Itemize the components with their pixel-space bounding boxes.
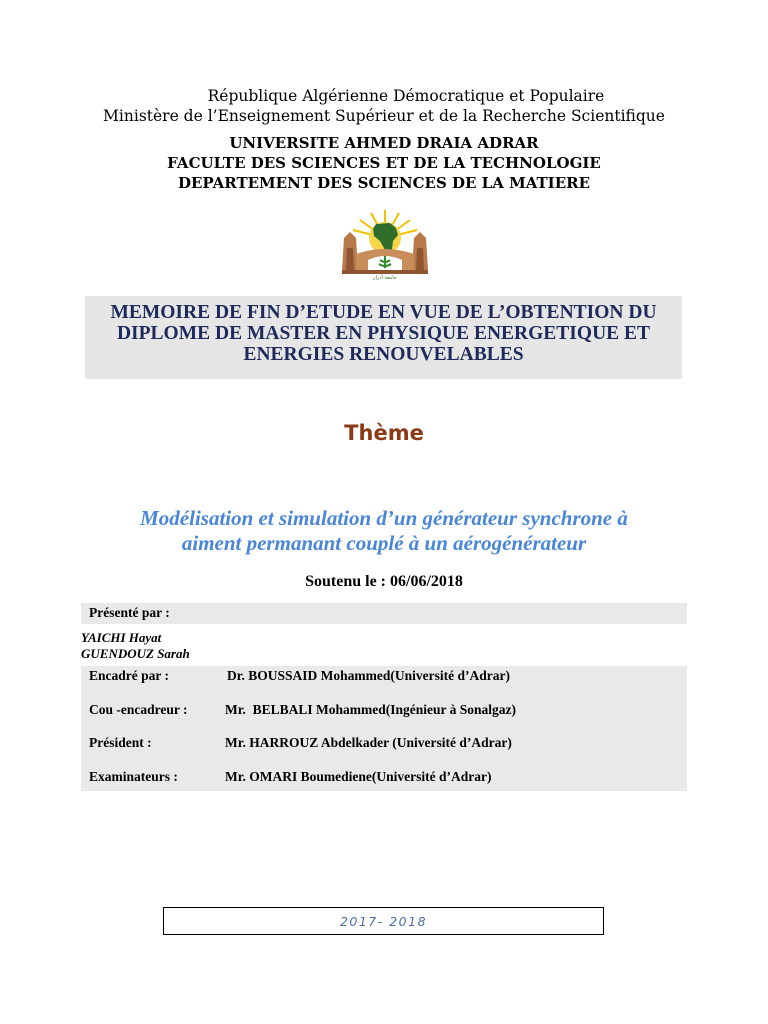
jury-role-supervisor: Encadré par : [89,668,169,683]
student-name-2: GUENDOUZ Sarah [81,646,190,661]
memoire-line-1: MEMOIRE DE FIN D’ETUDE EN VUE DE L’OBTENTION DU [110,302,657,323]
university-heading: UNIVERSITE AHMED DRAIA ADRAR [229,134,539,152]
memoire-title [85,302,682,365]
presented-by-label: Présenté par : [89,605,170,620]
jury-role-examiners: Examinateurs : [89,769,178,784]
defense-date: Soutenu le : 06/06/2018 [305,573,463,590]
jury-person-examiners: Mr. OMARI Boumediene(Université d’Adrar) [225,769,492,784]
memoire-line-3: ENERGIES RENOUVELABLES [243,344,524,365]
memoire-line-2: DIPLOME DE MASTER EN PHYSIQUE ENERGETIQUE ET [116,323,651,344]
university-logo-icon [338,208,432,280]
subject-line-2: aiment permanant couplé à un aérogénérateur [181,531,587,555]
subject-line-1: Modélisation et simulation d’un générateur synchrone à [140,506,628,530]
logo-arabic-text: جامعة أدرار [373,275,397,280]
faculty-heading: FACULTE DES SCIENCES ET DE LA TECHNOLOGIE [167,154,601,172]
student-name-1: YAICHI Hayat [81,630,162,645]
ministry-heading: Ministère de l’Enseignement Supérieur et de la Recherche Scientifique [103,107,665,125]
jury-person-supervisor: Dr. BOUSSAID Mohammed(Université d’Adrar) [227,668,510,683]
thesis-subject [0,506,768,556]
academic-year: 2017- 2018 [163,907,604,935]
theme-heading: Thème [344,421,424,445]
jury-person-president: Mr. HARROUZ Abdelkader (Université d’Adrar) [225,735,512,750]
jury-role-co-supervisor: Cou -encadreur : [89,702,188,717]
republic-heading: République Algérienne Démocratique et Populaire [207,87,605,105]
jury-person-co-supervisor: Mr. BELBALI Mohammed(Ingénieur à Sonalgaz) [225,702,517,717]
memoire-box [85,296,682,379]
presented-by-bar [81,603,687,624]
jury-role-president: Président : [89,735,152,750]
department-heading: DEPARTEMENT DES SCIENCES DE LA MATIERE [177,174,591,192]
